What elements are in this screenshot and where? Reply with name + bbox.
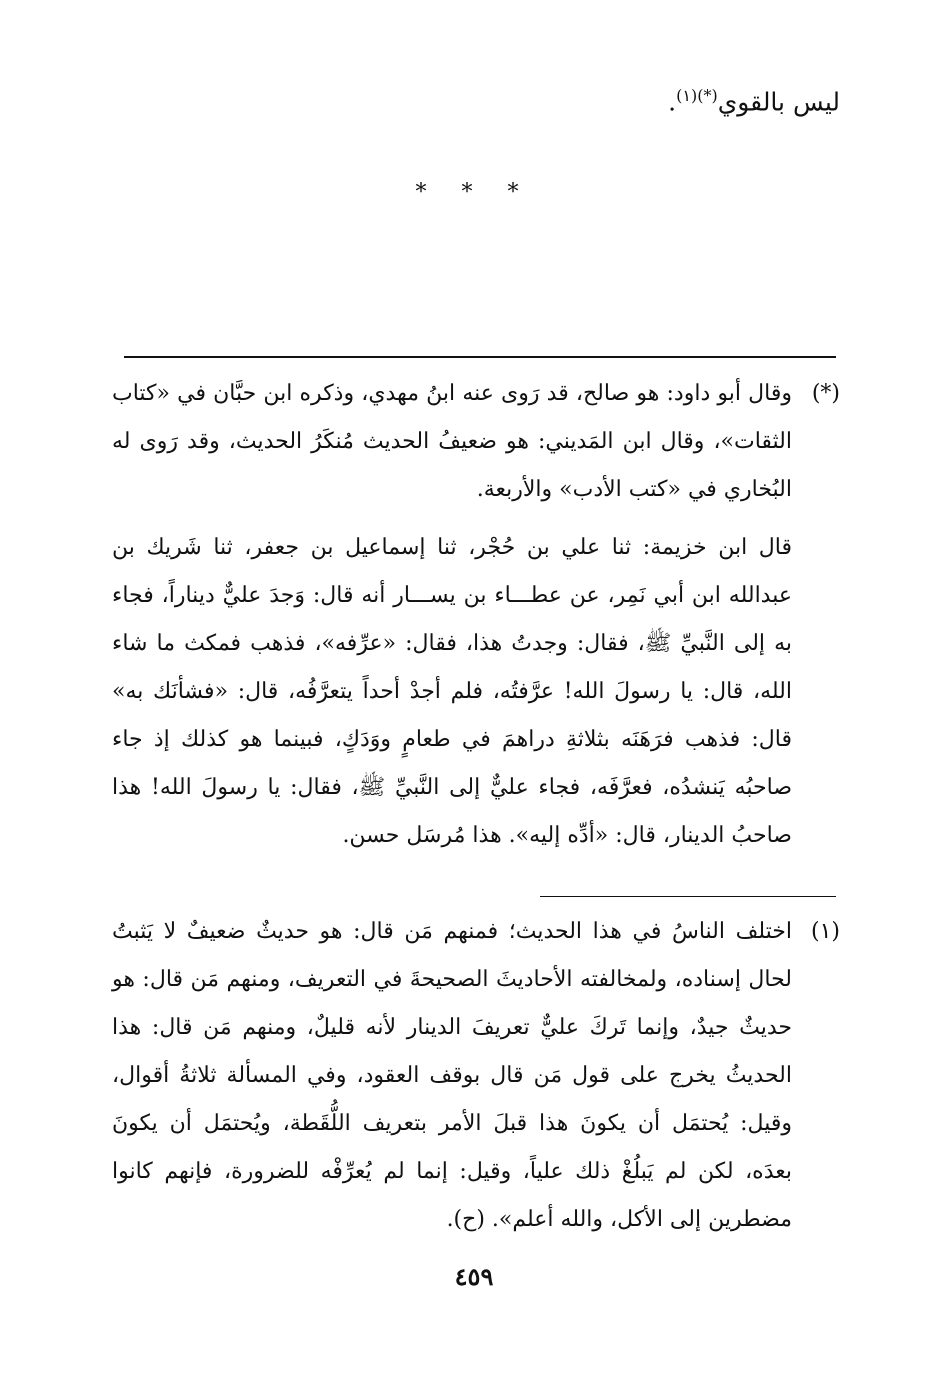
footnote-1: [112, 908, 840, 1244]
footnote-1-body: [112, 908, 792, 1244]
footnote-divider: [124, 356, 836, 358]
page-number: ٤٥٩: [454, 1262, 494, 1291]
footnote-star-paragraph-2: قال ابن خزيمة: ثنا علي بن حُجْر، ثنا إسماعيل بن جعفر، ثنا شَريك بن عبدالله ابن أبي نَمِر، عن عطـــاء بن يســـار أنه قال: وَجدَ عليٌّ ديناراً، فجاء به إلى النَّبيِّ ﷺ، فقال: وجدتُ هذا، فقال: «عرِّفه»، فذهب فمكث ما شاء الله، قال: يا رسولَ الله! عرَّفتُه، فلم أجدْ أحداً يتعرَّفُه، قال: «فشأنَك به» قال: فذهب فرَهَنَه بثلاثةِ دراهمَ في طعامٍ ووَدَكٍ، فبينما هو كذلك إذ جاء صاحبُه يَنشدُه، فعرَّفَه، فجاء عليٌّ إلى النَّبيِّ ﷺ، فقال: يا رسولَ الله! هذا صاحبُ الدينار، قال: «أدِّه إليه». هذا مُرسَل حسن.: [112, 535, 792, 848]
footnote-short-divider: [540, 896, 836, 897]
section-separator: * * *: [415, 180, 533, 205]
main-text: ليس بالقوي: [717, 87, 840, 117]
main-text-line: [668, 86, 840, 116]
footnote-star-marker: (*): [811, 381, 840, 406]
footnote-1-text: اختلف الناسُ في هذا الحديث؛ فمنهم مَن قال: هو حديثٌ ضعيفٌ لا يَثبتُ لحال إسناده، ولمخالفته الأحاديثَ الصحيحةَ في التعريف، ومنهم مَن قال: هو حديثٌ جيدٌ، وإنما تَركَ عليٌّ تعريفَ الدينار لأنه قليلٌ، ومنهم مَن قال: هذا الحديثُ يخرج على قول مَن قال بوقف العقود، وفي المسألة ثلاثةُ أقوال، وقيل: يُحتمَل أن يكونَ هذا قبلَ الأمر بتعريف اللُّقَطة، ويُحتمَل أن يكونَ بعدَه، لكن لم يَبلُغْ ذلك علياً، وقيل: إنما لم يُعرِّفْه للضرورة، فإنهم كانوا مضطرين إلى الأكل، والله أعلم». (ح).: [112, 919, 792, 1232]
footnote-star-body: [112, 370, 792, 860]
footnote-star-paragraph-1: وقال أبو داود: هو صالح، قد رَوى عنه ابنُ مهدي، وذكره ابن حبَّان في «كتاب الثقات»، وقال ابن المَديني: هو ضعيفُ الحديث مُنكَرُ الحديث، وقد رَوى له البُخاري في «كتب الأدب» والأربعة.: [112, 381, 792, 502]
main-text-period: .: [668, 87, 677, 117]
footnote-star: [112, 370, 840, 860]
footnote-1-marker: (١): [810, 919, 840, 944]
footnote-reference: (*)(١): [676, 86, 718, 105]
